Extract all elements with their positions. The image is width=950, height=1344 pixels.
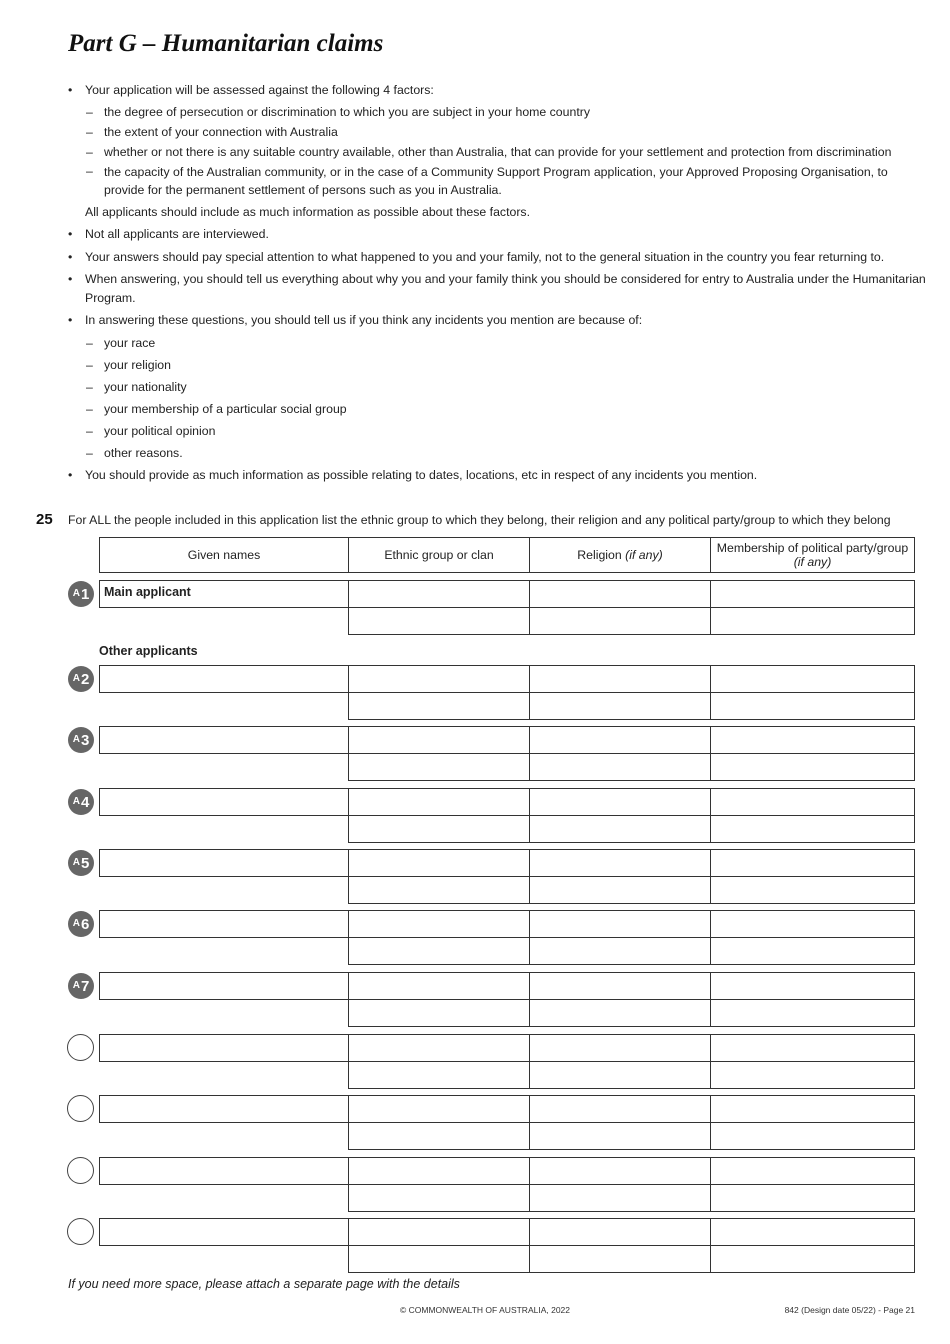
religion-input[interactable] (529, 665, 711, 693)
bullet-item: • Your application will be assessed against the following 4 factors: (68, 83, 434, 97)
membership-input[interactable] (710, 1122, 915, 1150)
given-names-input[interactable] (99, 665, 349, 693)
header-given-names: Given names (99, 537, 349, 573)
given-names-input[interactable] (99, 726, 349, 754)
membership-input[interactable] (710, 788, 915, 816)
religion-input[interactable] (529, 1034, 711, 1062)
religion-input[interactable] (529, 1157, 711, 1185)
membership-input[interactable] (710, 815, 915, 843)
membership-input[interactable] (710, 1184, 915, 1212)
given-names-input[interactable] (99, 788, 349, 816)
membership-input[interactable] (710, 726, 915, 754)
sub-item: – the degree of persecution or discrimination to which you are subject in your home country (86, 104, 590, 119)
membership-input[interactable] (710, 1034, 915, 1062)
membership-input[interactable] (710, 1245, 915, 1273)
religion-input[interactable] (529, 788, 711, 816)
header-membership: Membership of political party/group (if any) (710, 537, 915, 573)
applicant-badge: A 3 (68, 727, 94, 753)
blank-applicant-circle[interactable] (67, 1218, 94, 1245)
factors-note: All applicants should include as much information as possible about these factors. (85, 204, 530, 219)
membership-input[interactable] (710, 876, 915, 904)
membership-input[interactable] (710, 1218, 915, 1246)
page-info: 842 (Design date 05/22) - Page 21 (784, 1305, 915, 1315)
table-header (99, 537, 915, 573)
ethnic-group-input[interactable] (348, 849, 530, 877)
applicant-badge: A 4 (68, 789, 94, 815)
membership-input[interactable] (710, 972, 915, 1000)
religion-input[interactable] (529, 972, 711, 1000)
bullet-item: • When answering, you should tell us everything about why you and your family think you should be considered for entry to Australia under the Humanitarian Program. (68, 272, 926, 305)
ethnic-group-input[interactable] (348, 999, 530, 1027)
membership-input[interactable] (710, 910, 915, 938)
sub-item: – your nationality (86, 379, 187, 394)
ethnic-group-input[interactable] (348, 1245, 530, 1273)
more-space-note: If you need more space, please attach a separate page with the details (68, 1277, 460, 1291)
religion-input[interactable] (529, 876, 711, 904)
copyright: © COMMONWEALTH OF AUSTRALIA, 2022 (400, 1305, 570, 1315)
given-names-input[interactable] (99, 1095, 349, 1123)
ethnic-group-input[interactable] (348, 910, 530, 938)
bullet-item: • In answering these questions, you should tell us if you think any incidents you mention are because of: (68, 313, 643, 327)
page-title: Part G – Humanitarian claims (68, 30, 384, 57)
sub-item: – the capacity of the Australian community, or in the case of a Community Support Program application, your Approved Proposing Organisation, to provide for the permanent settlement of persons such as you in Australia. (86, 163, 888, 197)
sub-item: – other reasons. (86, 445, 183, 460)
ethnic-group-input[interactable] (348, 692, 530, 720)
membership-input[interactable] (710, 849, 915, 877)
membership-input[interactable] (710, 937, 915, 965)
question-text: For ALL the people included in this application list the ethnic group to which they belong, their religion and any political party/group to which they belong (68, 513, 891, 527)
membership-input[interactable] (710, 1061, 915, 1089)
applicant-badge: A 7 (68, 973, 94, 999)
header-ethnic-group: Ethnic group or clan (348, 537, 530, 573)
membership-input[interactable] (710, 580, 915, 608)
ethnic-group-input[interactable] (348, 815, 530, 843)
given-names-input[interactable] (99, 1034, 349, 1062)
membership-input[interactable] (710, 692, 915, 720)
religion-input[interactable] (529, 849, 711, 877)
instructions-list (68, 80, 928, 486)
sub-item: – your race (86, 335, 156, 350)
membership-input[interactable] (710, 1095, 915, 1123)
ethnic-group-input[interactable] (348, 1122, 530, 1150)
ethnic-group-input[interactable] (348, 726, 530, 754)
religion-input[interactable] (529, 1218, 711, 1246)
membership-input[interactable] (710, 665, 915, 693)
blank-applicant-circle[interactable] (67, 1095, 94, 1122)
bullet-item: • Not all applicants are interviewed. (68, 227, 269, 241)
blank-applicant-circle[interactable] (67, 1034, 94, 1061)
membership-input[interactable] (710, 753, 915, 781)
applicant-badge: A 6 (68, 911, 94, 937)
religion-input[interactable] (529, 726, 711, 754)
sub-item: – the extent of your connection with Australia (86, 124, 338, 139)
ethnic-group-input[interactable] (348, 1095, 530, 1123)
membership-input[interactable] (710, 1157, 915, 1185)
ethnic-group-input[interactable] (348, 753, 530, 781)
main-applicant-label: Main applicant (104, 585, 191, 599)
blank-applicant-circle[interactable] (67, 1157, 94, 1184)
sub-item: – your political opinion (86, 423, 216, 438)
ethnic-group-input[interactable] (348, 876, 530, 904)
given-names-input[interactable] (99, 1218, 349, 1246)
bullet-item: • You should provide as much information as possible relating to dates, locations, etc in respect of any incidents you mention. (68, 467, 758, 482)
religion-input[interactable] (529, 580, 711, 608)
religion-input[interactable] (529, 1095, 711, 1123)
ethnic-group-input[interactable] (348, 1034, 530, 1062)
religion-input[interactable] (529, 692, 711, 720)
religion-input[interactable] (529, 1122, 711, 1150)
sub-item: – your religion (86, 357, 171, 372)
ethnic-group-input[interactable] (348, 580, 530, 608)
religion-input[interactable] (529, 999, 711, 1027)
religion-input[interactable] (529, 937, 711, 965)
other-applicants-label: Other applicants (99, 644, 198, 658)
ethnic-group-input[interactable] (348, 937, 530, 965)
religion-input[interactable] (529, 815, 711, 843)
bullet-item: • Your answers should pay special attention to what happened to you and your family, not to the general situation in the country you fear returning to. (68, 249, 885, 264)
religion-input[interactable] (529, 910, 711, 938)
given-names-input[interactable] (99, 972, 349, 1000)
ethnic-group-input[interactable] (348, 1157, 530, 1185)
applicant-badge: A 5 (68, 850, 94, 876)
given-names-input[interactable] (99, 910, 349, 938)
religion-input[interactable] (529, 607, 711, 635)
sub-item: – your membership of a particular social group (86, 401, 347, 416)
ethnic-group-input[interactable] (348, 788, 530, 816)
religion-input[interactable] (529, 1061, 711, 1089)
sub-item: – whether or not there is any suitable country available, other than Australia, that can provide for your settlement and protection from discrimination (86, 144, 892, 159)
ethnic-group-input[interactable] (348, 1184, 530, 1212)
membership-input[interactable] (710, 607, 915, 635)
given-names-input[interactable] (99, 849, 349, 877)
header-religion: Religion (if any) (529, 537, 711, 573)
religion-input[interactable] (529, 1245, 711, 1273)
applicant-badge: A 1 (68, 581, 94, 607)
religion-input[interactable] (529, 753, 711, 781)
applicant-badge: A 2 (68, 666, 94, 692)
ethnic-group-input[interactable] (348, 972, 530, 1000)
question-number: 25 (36, 511, 53, 528)
religion-input[interactable] (529, 1184, 711, 1212)
ethnic-group-input[interactable] (348, 1218, 530, 1246)
given-names-input[interactable] (99, 1157, 349, 1185)
ethnic-group-input[interactable] (348, 1061, 530, 1089)
ethnic-group-input[interactable] (348, 607, 530, 635)
ethnic-group-input[interactable] (348, 665, 530, 693)
membership-input[interactable] (710, 999, 915, 1027)
